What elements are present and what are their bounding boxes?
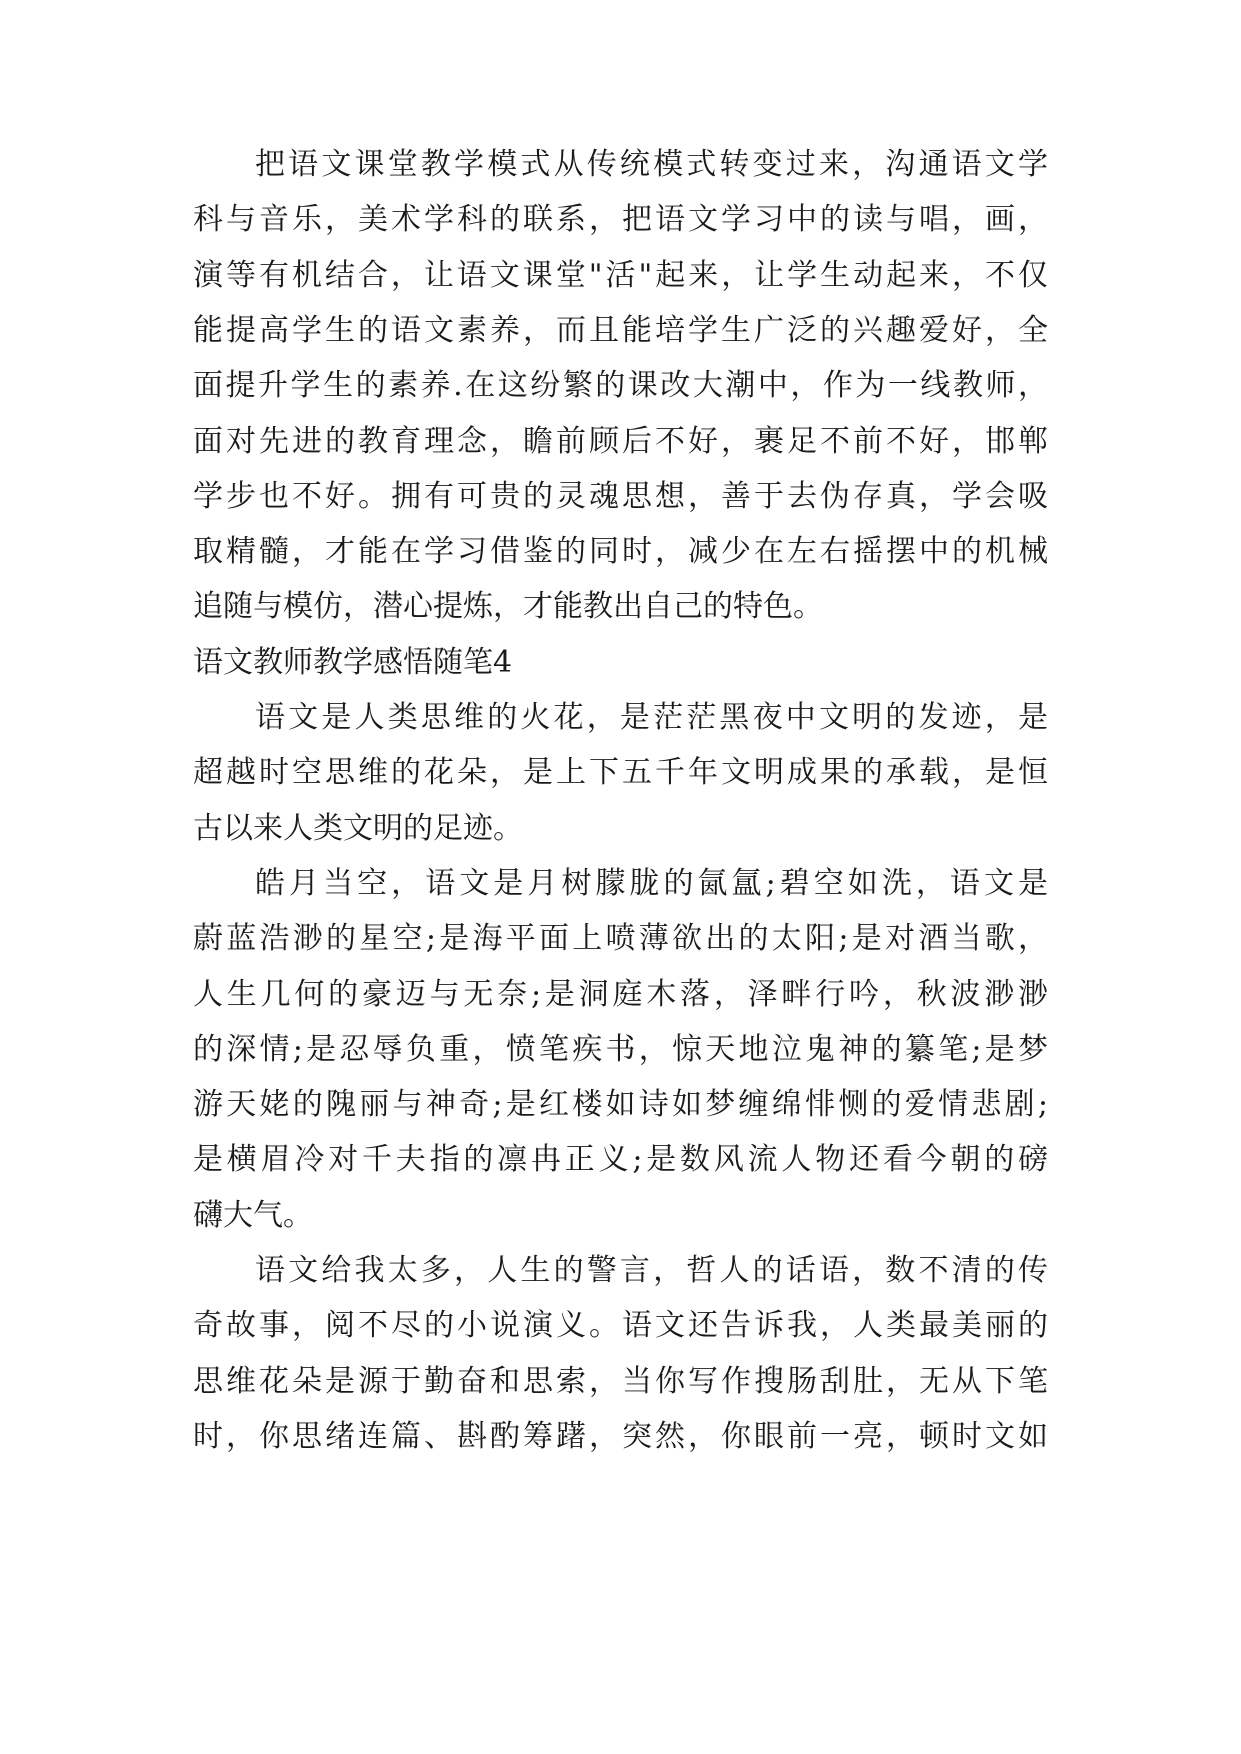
text-line: 语文是人类思维的火花，是茫茫黑夜中文明的发迹，是 <box>255 700 1048 735</box>
section-heading: 语文教师教学感悟随笔4 <box>193 645 513 680</box>
text-line: 游天姥的隗丽与神奇;是红楼如诗如梦缠绵悱恻的爱情悲剧; <box>193 1087 1048 1122</box>
text-line: 蔚蓝浩渺的星空;是海平面上喷薄欲出的太阳;是对酒当歌， <box>193 921 1048 956</box>
text-line: 是横眉冷对千夫指的凛冉正义;是数风流人物还看今朝的磅 <box>193 1142 1048 1177</box>
text-line: 把语文课堂教学模式从传统模式转变过来，沟通语文学 <box>255 147 1048 182</box>
text-line: 取精髓，才能在学习借鉴的同时，减少在左右摇摆中的机械 <box>193 534 1048 569</box>
text-line: 超越时空思维的花朵，是上下五千年文明成果的承载，是恒 <box>193 755 1048 790</box>
text-line: 面提升学生的素养.在这纷繁的课改大潮中，作为一线教师， <box>193 368 1048 403</box>
text-line: 面对先进的教育理念，瞻前顾后不好，裹足不前不好，邯郸 <box>193 424 1048 459</box>
text-line: 奇故事，阅不尽的小说演义。语文还告诉我，人类最美丽的 <box>193 1308 1048 1343</box>
text-line: 人生几何的豪迈与无奈;是洞庭木落，泽畔行吟，秋波渺渺 <box>193 977 1048 1012</box>
text-line: 礴大气。 <box>193 1198 313 1233</box>
text-line: 古以来人类文明的足迹。 <box>193 811 523 846</box>
text-line: 能提高学生的语文素养，而且能培学生广泛的兴趣爱好，全 <box>193 313 1048 348</box>
text-line: 思维花朵是源于勤奋和思索，当你写作搜肠刮肚，无从下笔 <box>193 1364 1048 1399</box>
text-line: 语文给我太多，人生的警言，哲人的话语，数不清的传 <box>255 1253 1048 1288</box>
text-line: 的深情;是忍辱负重，愤笔疾书，惊天地泣鬼神的纂笔;是梦 <box>193 1032 1048 1067</box>
text-line: 演等有机结合，让语文课堂"活"起来，让学生动起来，不仅 <box>193 258 1048 293</box>
text-line: 学步也不好。拥有可贵的灵魂思想，善于去伪存真，学会吸 <box>193 479 1048 514</box>
text-line: 时，你思绪连篇、斟酌筹躇，突然，你眼前一亮，顿时文如 <box>193 1419 1048 1454</box>
text-line: 科与音乐，美术学科的联系，把语文学习中的读与唱，画， <box>193 202 1048 237</box>
text-line: 皓月当空，语文是月树朦胧的氤氲;碧空如洗，语文是 <box>255 866 1048 901</box>
text-line: 追随与模仿，潜心提炼，才能教出自己的特色。 <box>193 589 823 624</box>
